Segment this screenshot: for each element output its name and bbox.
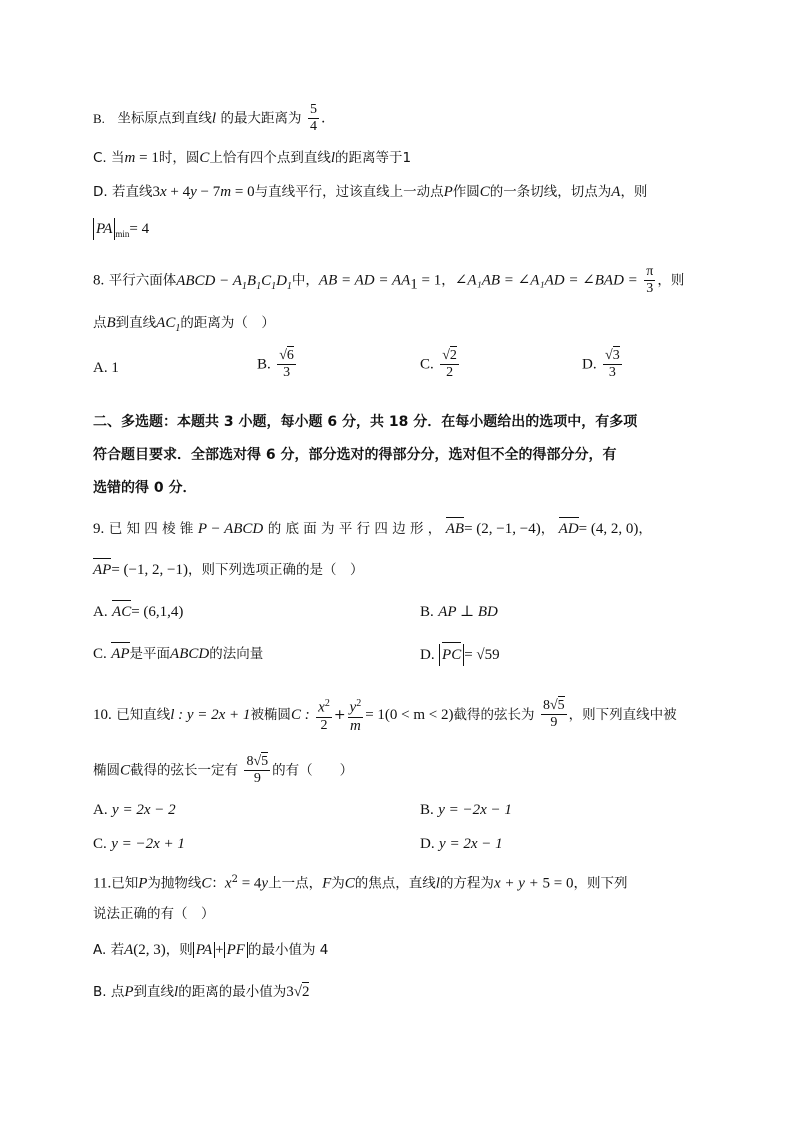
- question-9-option-d: D. PC = √59: [420, 644, 500, 666]
- question-8-line1: 8. 平行六面体ABCD − $A_1B_1C_1D_1$中，AB = AD = $AA_1 = 1$，∠A₁AB = ∠A₁AD = ∠BAD = $\frac{\pi}{3}$ ，则: [93, 264, 685, 296]
- option-b-line: B. 坐标原点到直线l 的最大距离为 $\frac{5}{4}$ .: [93, 102, 326, 134]
- question-11-option-b: B. 点P到直线l的距离的最小值为3√2: [93, 984, 310, 1000]
- question-8-option-a: A. 1: [93, 360, 119, 376]
- option-c-line: C. 当m = 1时，圆C上恰有四个点到直线l的距离等于1: [93, 150, 412, 166]
- question-9-line2: AP= (−1, 2, −1)，则下列选项正确的是（ ）: [93, 562, 364, 578]
- question-9-line1: 9. 已 知 四 棱 锥 P − ABCD 的 底 面 为 平 行 四 边 形 ， AB= (2, −1, −4)， AD= (4, 2, 0)，: [93, 521, 652, 537]
- question-8-option-b: B. $\frac{√6}{3}$: [257, 348, 294, 380]
- question-10-option-a: A. y = 2x − 2: [93, 802, 176, 818]
- option-d-result: PA $_{min}$= 4: [93, 218, 149, 244]
- question-10-option-c: C. y = −2x + 1: [93, 836, 185, 852]
- question-8-option-c: C. $\frac{√2}{2}$: [420, 348, 457, 380]
- question-8-option-d: D. $\frac{√3}{3}$: [582, 348, 620, 380]
- question-11-line1: 11.已知P为抛物线C：$x^2 = 4y$上一点，F为C的焦点，直线l的方程为x + y + 5 = 0，则下列: [93, 874, 628, 892]
- question-11-line2: 说法正确的有（ ）: [93, 906, 215, 922]
- question-9-option-c: C. AP是平面ABCD的法向量: [93, 646, 264, 662]
- section-2-heading-line1: 二、多选题：本题共 3 小题，每小题 6 分，共 18 分．在每小题给出的选项中，有多项: [93, 414, 638, 430]
- question-9-option-b: B. AP ⊥ BD: [420, 604, 498, 620]
- question-10-line2: 椭圆C截得的弦长一定有 $\frac{8√5}{9}$ 的有（ ）: [93, 754, 354, 786]
- section-2-heading-line3: 选错的得 0 分．: [93, 480, 197, 496]
- question-10-line1: 10. 已知直线l : y = 2x + 1被椭圆C : $\frac{x^2}{2}$ + $\frac{y^2}{m}$ = 1(0 < m < 2)截得的弦长为 $\frac{8√5}{9}$ ，则下列直线中被: [93, 698, 677, 734]
- question-8-line2: 点B到直线$AC_1$的距离为（ ）: [93, 315, 275, 334]
- fraction: $\frac{5}{4}$: [309, 102, 317, 134]
- section-2-heading-line2: 符合题目要求．全部选对得 6 分，部分选对的得部分分，选对但不全的得部分分，有: [93, 447, 617, 463]
- question-9-option-a: A. AC= (6,1,4): [93, 604, 184, 620]
- fraction: $\frac{\pi}{3}$: [646, 264, 654, 296]
- question-10-option-d: D. y = 2x − 1: [420, 836, 503, 852]
- question-11-option-a: A. 若A(2, 3)，则 PA + PF 的最小值为 4: [93, 942, 329, 958]
- option-d-line: D. 若直线3x + 4y − 7m = 0与直线平行，过该直线上一动点P作圆C的一条切线，切点为A，则: [93, 184, 648, 200]
- question-10-option-b: B. y = −2x − 1: [420, 802, 512, 818]
